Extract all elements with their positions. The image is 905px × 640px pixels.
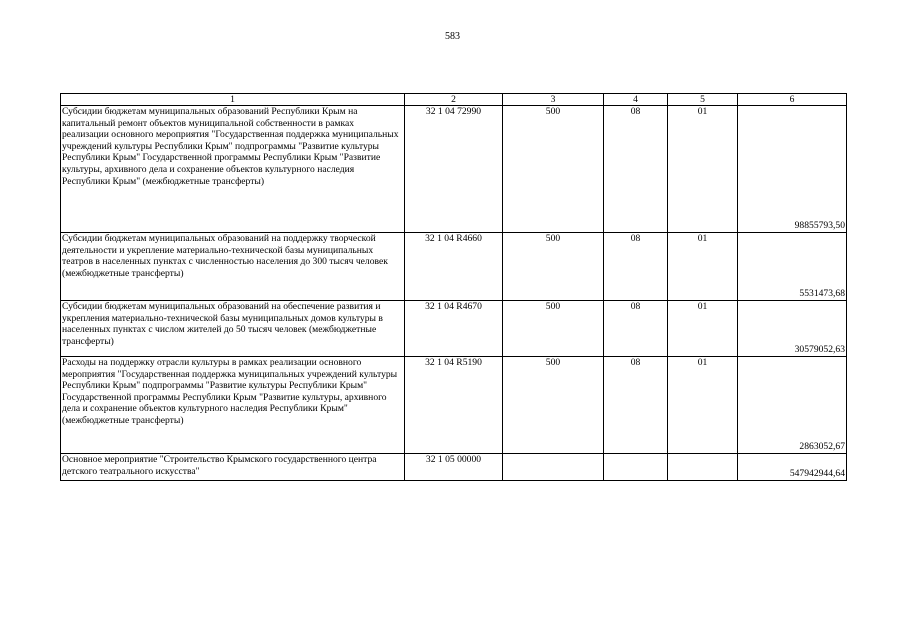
budget-table	[60, 93, 847, 481]
row-col5: 01	[668, 233, 738, 301]
row-sum: 5531473,68	[738, 233, 847, 301]
header-cell-6: 6	[738, 94, 847, 106]
header-cell-2: 2	[405, 94, 503, 106]
row-code: 32 1 05 00000	[405, 454, 503, 481]
row-name: Расходы на поддержку отрасли культуры в рамках реализации основного мероприятия "Государственная поддержка муниципальных учреждений культуры Республики Крым" подпрограммы "Развитие культуры Республики Крым" Государственной программы Республики Крым "Развитие культуры, архивного дела и сохранение объектов культурного наследия Республики Крым" (межбюджетные трансферты)	[61, 357, 405, 454]
row-code: 32 1 04 72990	[405, 106, 503, 233]
row-col5: 01	[668, 106, 738, 233]
row-col4	[604, 454, 668, 481]
row-col4: 08	[604, 233, 668, 301]
row-name: Субсидии бюджетам муниципальных образований на поддержку творческой деятельности и укрепление материально-технической базы муниципальных театров в населенных пунктах с численностью населения до 300 тысяч человек (межбюджетные трансферты)	[61, 233, 405, 301]
table-row	[61, 357, 847, 454]
row-col4: 08	[604, 106, 668, 233]
row-sum: 547942944,64	[738, 454, 847, 481]
row-col3: 500	[503, 301, 604, 357]
header-cell-1: 1	[61, 94, 405, 106]
row-sum: 30579052,63	[738, 301, 847, 357]
row-col5	[668, 454, 738, 481]
header-cell-4: 4	[604, 94, 668, 106]
table-row	[61, 454, 847, 481]
table-row	[61, 233, 847, 301]
row-name: Субсидии бюджетам муниципальных образований Республики Крым на капитальный ремонт объектов муниципальной собственности в рамках реализации основного мероприятия "Государственная поддержка муниципальных учреждений культуры Республики Крым" подпрограммы "Развитие культуры Республики Крым" Государственной программы Республики Крым "Развитие культуры, архивного дела и сохранение объектов культурного наследия Республики Крым" (межбюджетные трансферты)	[61, 106, 405, 233]
row-col5: 01	[668, 357, 738, 454]
row-col4: 08	[604, 301, 668, 357]
row-col3	[503, 454, 604, 481]
row-sum: 2863052,67	[738, 357, 847, 454]
table-header-row	[61, 94, 847, 106]
table-row	[61, 301, 847, 357]
row-col4: 08	[604, 357, 668, 454]
page-number: 583	[445, 31, 460, 42]
row-col3: 500	[503, 106, 604, 233]
row-code: 32 1 04 R4660	[405, 233, 503, 301]
header-cell-5: 5	[668, 94, 738, 106]
row-code: 32 1 04 R4670	[405, 301, 503, 357]
table-row	[61, 106, 847, 233]
row-col5: 01	[668, 301, 738, 357]
row-col3: 500	[503, 233, 604, 301]
row-name: Основное мероприятие "Строительство Крымского государственного центра детского театрального искусства"	[61, 454, 405, 481]
row-col3: 500	[503, 357, 604, 454]
header-cell-3: 3	[503, 94, 604, 106]
row-code: 32 1 04 R5190	[405, 357, 503, 454]
row-name: Субсидии бюджетам муниципальных образований на обеспечение развития и укрепления материально-технической базы муниципальных домов культуры в населенных пунктах с числом жителей до 50 тысяч человек (межбюджетные трансферты)	[61, 301, 405, 357]
row-sum: 98855793,50	[738, 106, 847, 233]
